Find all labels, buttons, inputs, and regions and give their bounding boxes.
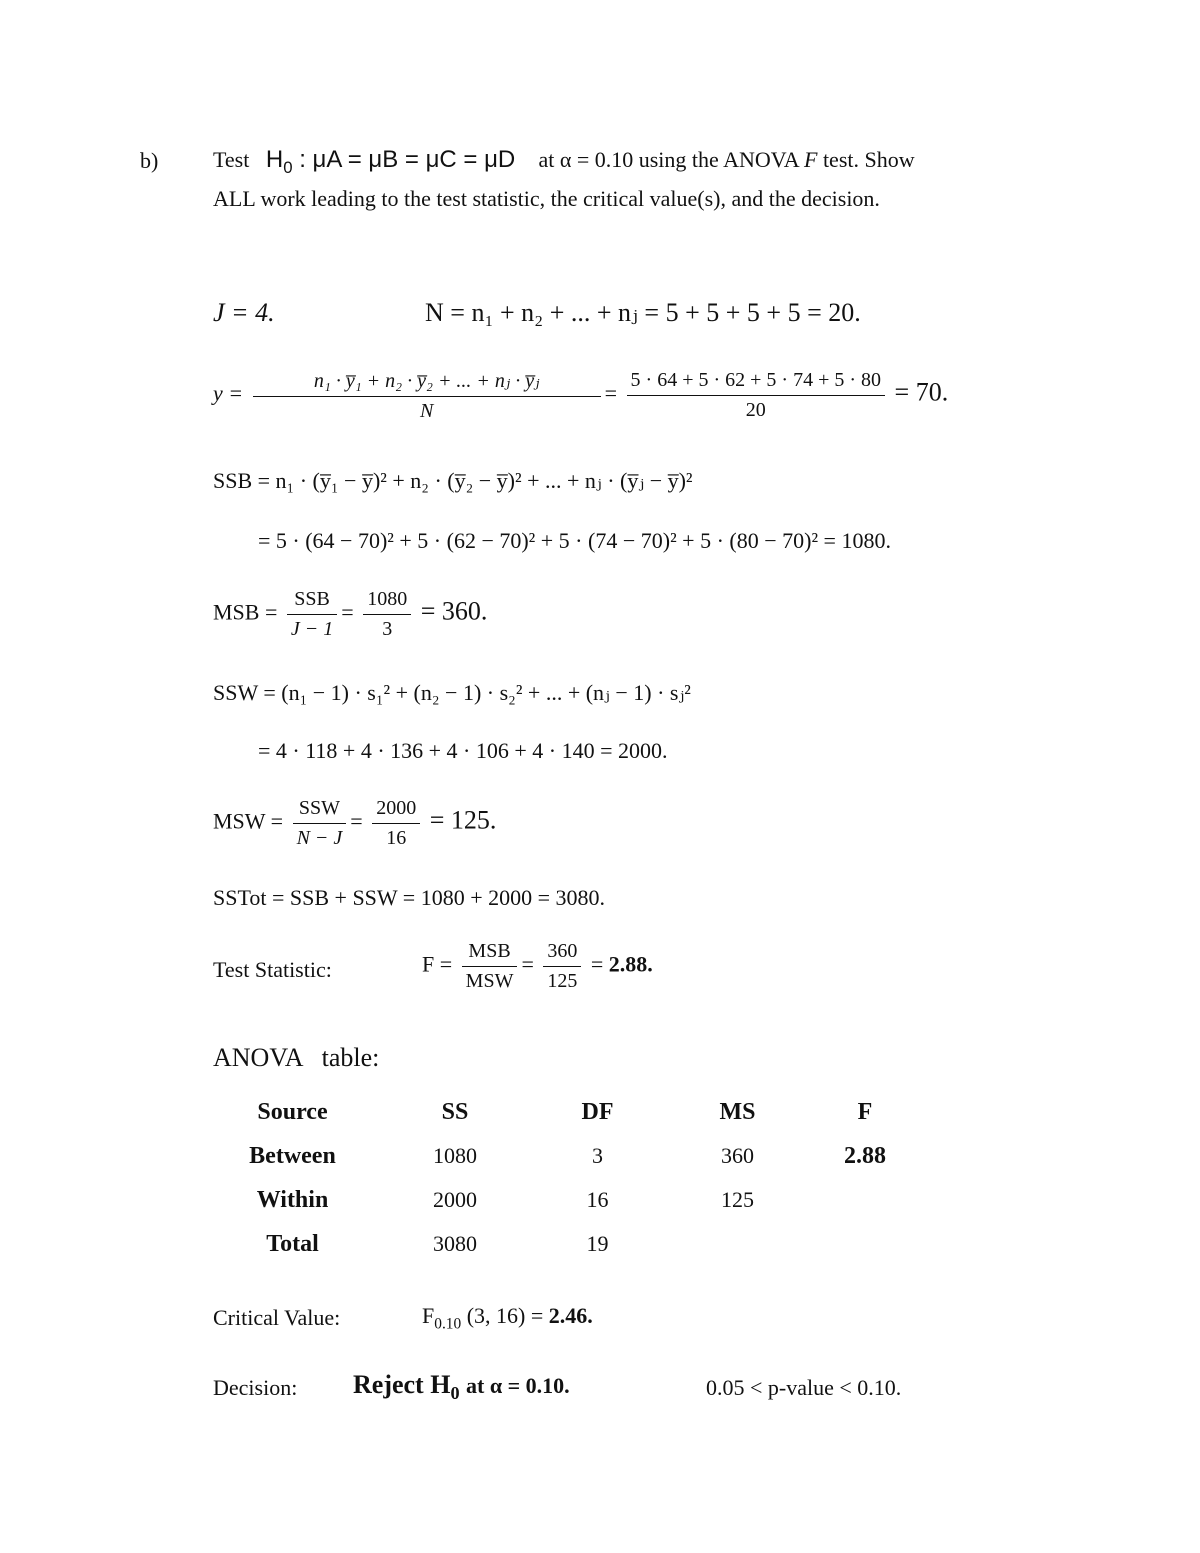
ybar-lhs: y = [213, 380, 244, 406]
ybar-num-symbolic: n₁ · y̅₁ + n₂ · y̅₂ + ... + nⱼ · y̅ⱼ [253, 368, 601, 397]
anova-title: ANOVA table: [213, 1043, 380, 1072]
eq-j: J = 4. [213, 298, 275, 327]
test-stat-den: MSW [465, 970, 514, 992]
anova-table [215, 1090, 910, 1266]
alpha-text: at α = 0.10 using the ANOVA [538, 147, 799, 172]
msb-den-value: 3 [382, 618, 393, 640]
anova-source-total: Total [266, 1230, 319, 1257]
critical-sub: 0.10 [434, 1315, 462, 1333]
critical-args: (3, 16) = [466, 1303, 544, 1328]
table-row [215, 1222, 910, 1266]
anova-cell [820, 1178, 910, 1222]
problem-test-word: Test [213, 147, 250, 172]
msb-num: SSB [287, 588, 337, 615]
msb-result: = 360. [420, 596, 488, 626]
msb-equation: MSB = $\frac{\text{SSB}}{J - 1}$ = $\frac{1080}{3}$ = 360. [213, 588, 488, 640]
table-row [215, 1134, 910, 1178]
msw-den-value: 16 [386, 827, 407, 849]
ybar-equation: y = $\frac{\text{n₁ · y̅₁ + n₂ · y̅₂ + ... + nⱼ · y̅ⱼ}}{N}$ = $\frac{5 \cdot 64 + 5 \cdot 62 + 5 \cdot 74 + 5 \cdot 80}{20}$ = 70. [213, 369, 949, 422]
problem-show: test. Show [822, 147, 915, 172]
ssb-line-2: = 5 · (64 − 70)² + 5 · (62 − 70)² + 5 · (74 − 70)² + 5 · (80 − 70)² = 1080. [258, 528, 891, 553]
anova-header-row [215, 1090, 910, 1134]
test-stat-result: 2.88. [608, 951, 653, 977]
ssb-line-1: SSB = n₁ · (y̅₁ − y̅)² + n₂ · (y̅₂ − y̅)² + ... + nⱼ · (y̅ⱼ − y̅)² [213, 468, 693, 493]
anova-cell: 360 [721, 1143, 754, 1168]
msw-frac-numeric [372, 797, 420, 850]
ybar-den-symbolic: N [419, 400, 434, 422]
problem-line-2: ALL work leading to the test statistic, the critical value(s), and the decision. [213, 186, 880, 211]
msw-result: = 125. [429, 805, 497, 835]
test-stat-eq: = [521, 951, 534, 977]
decision-reject: Reject H [353, 1370, 451, 1399]
test-stat-frac-numeric [543, 940, 581, 993]
critical-f: F [422, 1303, 435, 1328]
test-stat-equation: F = $\frac{\text{MSB}}{\text{MSW}}$ = $\frac{360}{125}$ = 2.88. [422, 940, 653, 992]
decision-label: Decision: [213, 1375, 298, 1400]
h0-equalities: : μA = μB = μC = μD [299, 146, 516, 173]
ybar-num-numeric: 5 · 64 + 5 · 62 + 5 · 74 + 5 · 80 [627, 369, 885, 396]
ybar-frac-symbolic [253, 368, 601, 423]
part-label: b) [140, 148, 159, 173]
f-letter: F [803, 147, 818, 172]
ybar-frac-numeric [627, 369, 885, 422]
test-stat-lhs: F = [422, 951, 453, 977]
h0-subscript: 0 [283, 157, 293, 177]
msb-den: J − 1 [290, 618, 334, 640]
sstot-equation: SSTot = SSB + SSW = 1080 + 2000 = 3080. [213, 885, 606, 910]
ssw-line-1: SSW = (n₁ − 1) · s₁² + (n₂ − 1) · s₂² + ... + (nⱼ − 1) · sⱼ² [213, 680, 691, 705]
ssw-line-2: = 4 · 118 + 4 · 136 + 4 · 106 + 4 · 140 = 2000. [258, 738, 668, 763]
anova-cell: 19 [586, 1231, 609, 1256]
problem-line-1 [213, 146, 915, 178]
anova-header-source: Source [257, 1098, 328, 1125]
ybar-result: = 70. [894, 377, 949, 407]
anova-cell [820, 1222, 910, 1266]
null-hypothesis [265, 146, 522, 177]
test-stat-den-value: 125 [547, 970, 578, 992]
decision-h0-sub: 0 [450, 1383, 460, 1404]
anova-cell: 16 [586, 1187, 609, 1212]
anova-source-within: Within [256, 1186, 329, 1213]
msb-frac-numeric [363, 588, 411, 641]
decision-text [353, 1370, 570, 1404]
anova-cell: 3080 [433, 1231, 477, 1256]
critical-equation [422, 1303, 593, 1333]
anova-header-ss: SS [441, 1098, 469, 1125]
msw-lhs: MSW = [213, 808, 284, 834]
msw-num-value: 2000 [372, 797, 420, 824]
anova-f-value: 2.88 [844, 1142, 886, 1169]
msw-frac-symbolic [293, 797, 347, 850]
anova-cell: 125 [721, 1187, 754, 1212]
test-stat-num: MSB [462, 940, 518, 967]
msb-lhs: MSB = [213, 599, 278, 625]
msw-num: SSW [293, 797, 347, 824]
table-row [215, 1178, 910, 1222]
msb-num-value: 1080 [363, 588, 411, 615]
msw-equation: MSW = $\frac{\text{SSW}}{N - J}$ = $\frac{2000}{16}$ = 125. [213, 797, 497, 849]
h0-letter: H [265, 146, 284, 173]
anova-cell [655, 1222, 820, 1266]
msb-frac-symbolic [287, 588, 337, 641]
anova-header-f: F [857, 1098, 873, 1125]
decision-alpha: at α = 0.10. [466, 1373, 570, 1398]
anova-header-ms: MS [719, 1098, 756, 1125]
msw-den: N − J [296, 827, 343, 849]
test-stat-num-value: 360 [543, 940, 581, 967]
anova-cell: 2000 [433, 1187, 477, 1212]
critical-value: 2.46. [548, 1303, 593, 1328]
ybar-den-numeric: 20 [745, 399, 766, 421]
anova-cell: 1080 [433, 1143, 477, 1168]
anova-cell: 3 [592, 1143, 603, 1168]
anova-header-df: DF [581, 1098, 614, 1125]
critical-label: Critical Value: [213, 1305, 341, 1330]
eq-n: N = n₁ + n₂ + ... + nⱼ = 5 + 5 + 5 + 5 = 20. [425, 298, 861, 327]
test-stat-label: Test Statistic: [213, 957, 332, 982]
anova-source-between: Between [249, 1142, 336, 1169]
test-stat-frac-symbolic [462, 940, 518, 993]
p-value-range: 0.05 < p-value < 0.10. [706, 1375, 902, 1400]
